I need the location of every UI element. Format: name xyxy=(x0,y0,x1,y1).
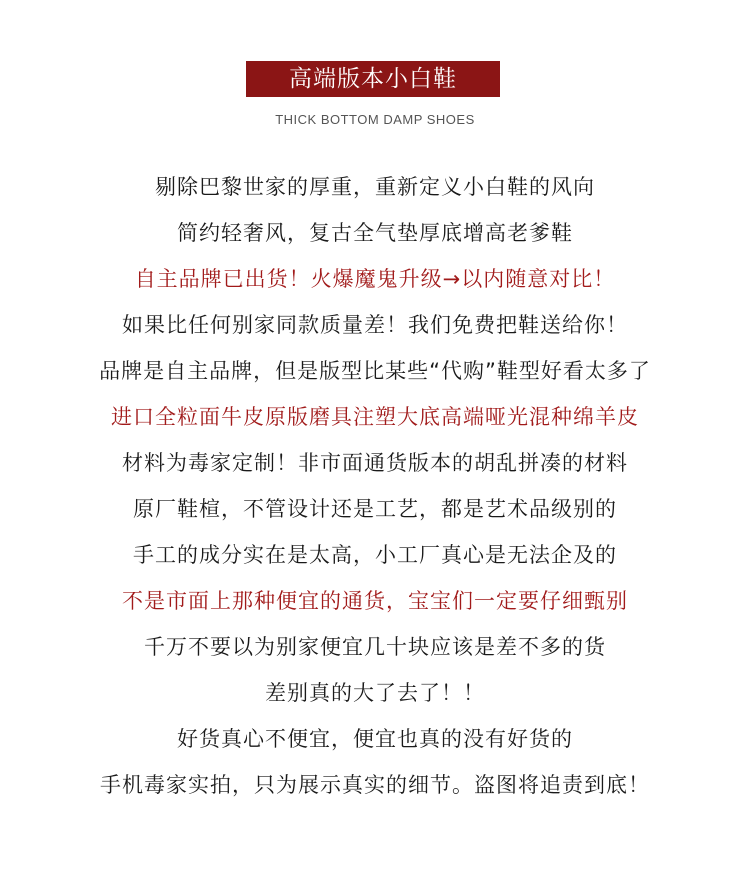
description-line: 手机毒家实拍，只为展示真实的细节。盗图将追责到底！ xyxy=(100,773,650,797)
description-line: 原厂鞋楦，不管设计还是工艺，都是艺术品级别的 xyxy=(133,497,617,521)
description-line: 材料为毒家定制！非市面通货版本的胡乱拼凑的材料 xyxy=(122,451,628,475)
description-line: 剔除巴黎世家的厚重，重新定义小白鞋的风向 xyxy=(155,175,595,199)
description-line: 自主品牌已出货！火爆魔鬼升级→以内随意对比！ xyxy=(134,267,616,291)
description-text-block xyxy=(0,170,750,814)
description-line: 手工的成分实在是太高，小工厂真心是无法企及的 xyxy=(133,543,617,567)
description-line: 不是市面上那种便宜的通货，宝宝们一定要仔细甄别 xyxy=(122,589,628,613)
description-line: 简约轻奢风，复古全气垫厚底增高老爹鞋 xyxy=(177,221,573,245)
description-line: 如果比任何别家同款质量差！我们免费把鞋送给你！ xyxy=(122,313,628,337)
description-line: 好货真心不便宜，便宜也真的没有好货的 xyxy=(177,727,573,751)
description-line: 千万不要以为别家便宜几十块应该是差不多的货 xyxy=(144,635,606,659)
description-line: 进口全粒面牛皮原版磨具注塑大底高端哑光混种绵羊皮 xyxy=(111,405,639,429)
description-line: 品牌是自主品牌，但是版型比某些“代购”鞋型好看太多了 xyxy=(99,359,651,383)
page-title: 高端版本小白鞋 xyxy=(246,61,500,97)
description-line: 差别真的大了去了！！ xyxy=(265,681,485,705)
page-subtitle: THICK BOTTOM DAMP SHOES xyxy=(275,112,475,127)
